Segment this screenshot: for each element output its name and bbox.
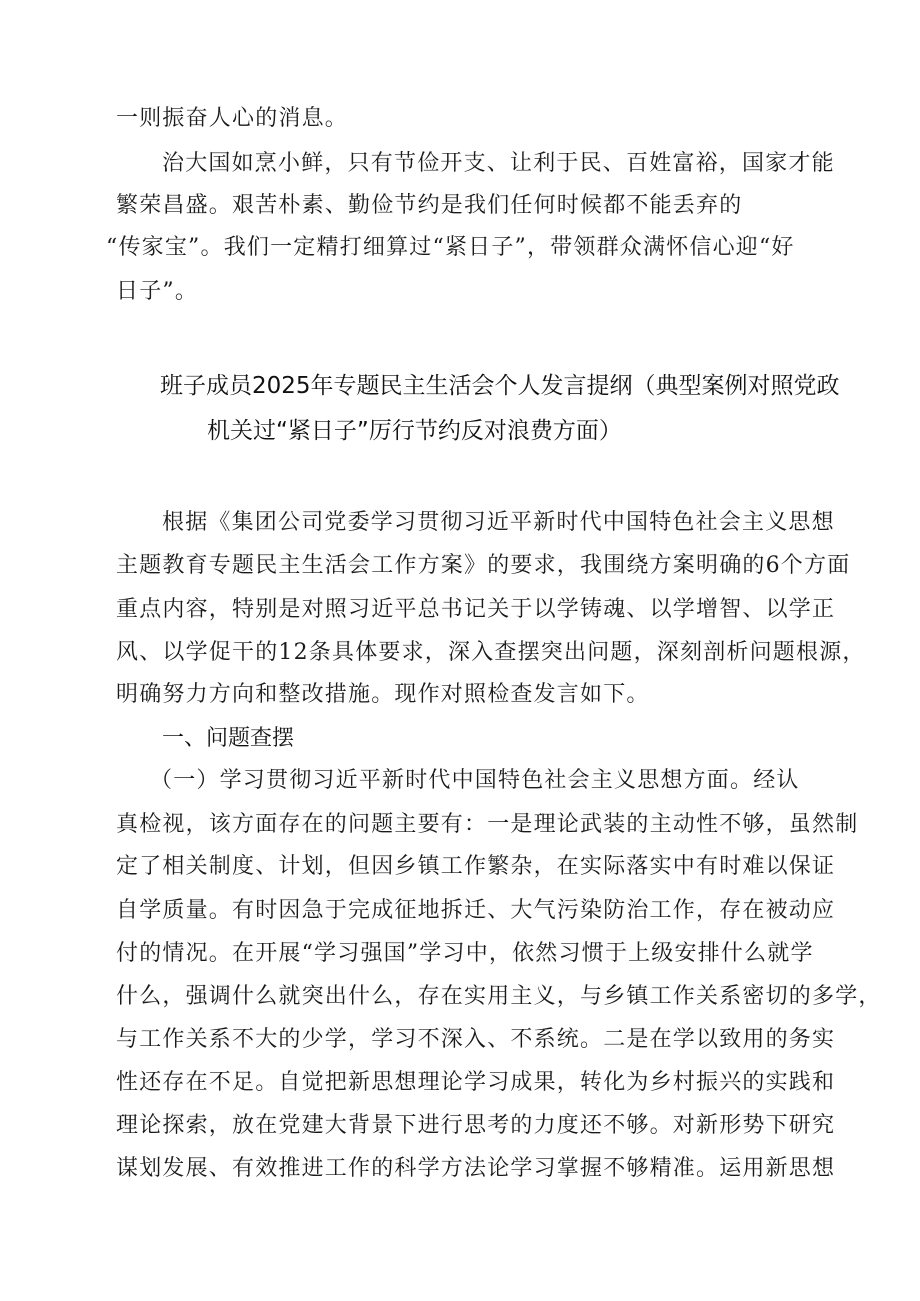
intro-text-line: 根据《集团公司党委学习贯彻习近平新时代中国特色社会主义思想 [162, 510, 835, 535]
body-text-line: （一）学习贯彻习近平新时代中国特色社会主义思想方面。经认 [150, 768, 800, 793]
section-heading: 一、问题查摆 [162, 726, 295, 751]
body-text-line: 真检视，该方面存在的问题主要有：一是理论武装的主动性不够，虽然制 [116, 812, 859, 837]
body-text-line: 定了相关制度、计划，但因乡镇工作繁杂，在实际落实中有时难以保证 [116, 854, 836, 879]
body-text-line: 谋划发展、有效推进工作的科学方法论学习掌握不够精准。运用新思想 [116, 1156, 836, 1181]
prev-text-line: “传家宝”。我们一定精打细算过“紧日子”，带领群众满怀信心迎“好 [106, 235, 795, 260]
intro-text-line: 主题教育专题民主生活会工作方案》的要求，我围绕方案明确的6个方面 [116, 553, 851, 578]
prev-text-line: 治大国如烹小鲜，只有节俭开支、让利于民、百姓富裕，国家才能 [162, 151, 835, 176]
prev-text-line: 日子”。 [116, 279, 199, 304]
document-title-line: 班子成员2025年专题民主生活会个人发言提纲（典型案例对照党政 [160, 373, 840, 399]
intro-text-line: 明确努力方向和整改措施。现作对照检查发言如下。 [116, 682, 650, 707]
prev-text-line: 繁荣昌盛。艰苦朴素、勤俭节约是我们任何时候都不能丢弃的 [116, 193, 743, 218]
body-text-line: 与工作关系不大的少学，学习不深入、不系统。二是在学以致用的务实 [116, 1027, 836, 1052]
body-text-line: 自学质量。有时因急于完成征地拆迁、大气污染防治工作，存在被动应 [116, 898, 836, 923]
body-text-line: 理论探索，放在党建大背景下进行思考的力度还不够。对新形势下研究 [116, 1113, 836, 1138]
body-text-line: 什么，强调什么就突出什么，存在实用主义，与乡镇工作关系密切的多学， [116, 984, 882, 1009]
intro-text-line: 重点内容，特别是对照习近平总书记关于以学铸魂、以学增智、以学正 [116, 597, 836, 622]
body-text-line: 付的情况。在开展“学习强国”学习中，依然习惯于上级安排什么就学 [116, 941, 814, 966]
intro-text-line: 风、以学促干的12条具体要求，深入查摆突出问题，深刻剖析问题根源， [116, 640, 866, 665]
document-title-line: 机关过“紧日子”厉行节约反对浪费方面） [207, 418, 622, 444]
body-text-line: 性还存在不足。自觉把新思想理论学习成果，转化为乡村振兴的实践和 [116, 1070, 836, 1095]
prev-text-line: 一则振奋人心的消息。 [116, 106, 349, 131]
